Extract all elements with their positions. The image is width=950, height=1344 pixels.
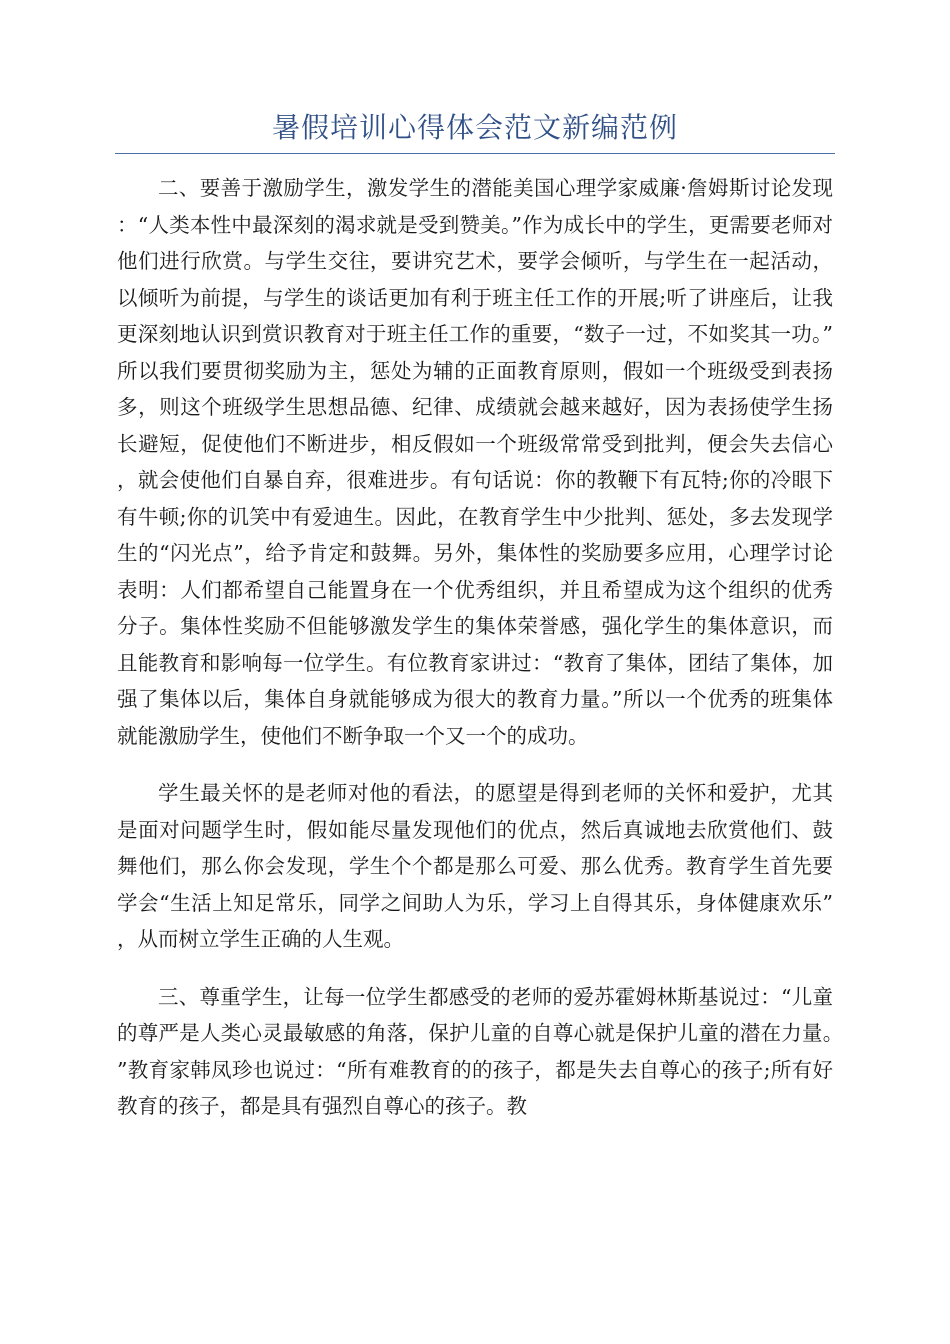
document-title: 暑假培训心得体会范文新编范例 bbox=[271, 111, 678, 144]
paragraph-1: 二、要善于激励学生，激发学生的潜能美国心理学家威廉·詹姆斯讨论发现：“人类本性中最深刻的渴求就是受到赞美。”作为成长中的学生，更需要老师对他们进行欣赏。与学生交往，要讲究艺术，要学会倾听，与学生在一起活动，以倾听为前提，与学生的谈话更加有利于班主任工作的开展;听了讲座后，让我更深刻地认识到赏识教育对于班主任工作的重要，“数子一过，不如奖其一功。”所以我们要贯彻奖励为主，惩处为辅的正面教育原则，假如一个班级受到表扬多，则这个班级学生思想品德、纪律、成绩就会越来越好，因为表扬使学生扬长避短，促使他们不断进步，相反假如一个班级常常受到批判，便会失去信心，就会使他们自暴自弃，很难进步。有句话说：你的教鞭下有瓦特;你的冷眼下有牛顿;你的讥笑中有爱迪生。因此，在教育学生中少批判、惩处，多去发现学生的“闪光点”，给予肯定和鼓舞。另外，集体性的奖励要多应用，心理学讨论表明：人们都希望自己能置身在一个优秀组织，并且希望成为这个组织的优秀分子。集体性奖励不但能够激发学生的集体荣誉感，强化学生的集体意识，而且能教育和影响每一位学生。有位教育家讲过：“教育了集体，团结了集体，加强了集体以后，集体自身就能够成为很大的教育力量。”所以一个优秀的班集体就能激励学生，使他们不断争取一个又一个的成功。 bbox=[117, 176, 833, 748]
title-underline bbox=[115, 153, 835, 154]
document-body bbox=[117, 170, 833, 1146]
paragraph-3: 三、尊重学生，让每一位学生都感受的老师的爱苏霍姆林斯基说过：“儿童的尊严是人类心灵最敏感的角落，保护儿童的自尊心就是保护儿童的潜在力量。”教育家韩凤珍也说过：“所有难教育的的孩子，都是失去自尊心的孩子;所有好教育的孩子，都是具有强烈自尊心的孩子。教 bbox=[117, 984, 833, 1118]
paragraph-2: 学生最关怀的是老师对他的看法，的愿望是得到老师的关怀和爱护，尤其是面对问题学生时，假如能尽量发现他们的优点，然后真诚地去欣赏他们、鼓舞他们，那么你会发现，学生个个都是那么可爱、那么优秀。教育学生首先要学会“生活上知足常乐，同学之间助人为乐，学习上自得其乐，身体健康欢乐”，从而树立学生正确的人生观。 bbox=[117, 781, 833, 951]
